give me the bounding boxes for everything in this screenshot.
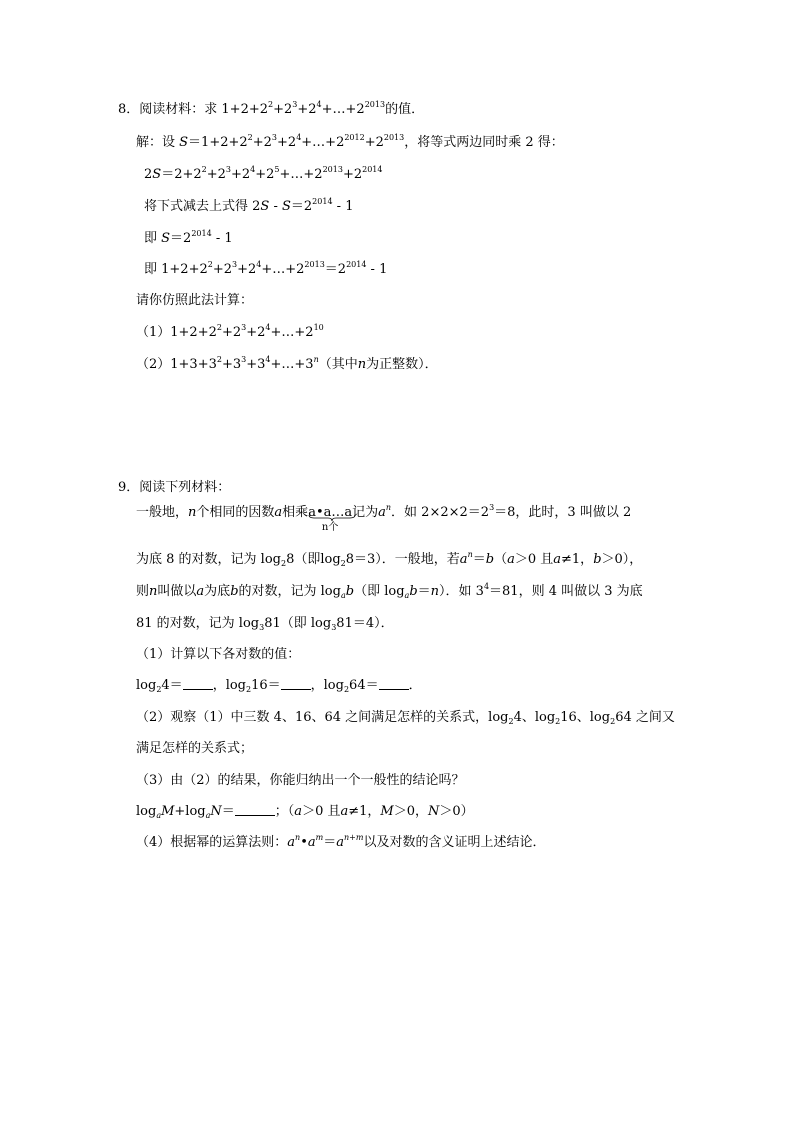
q9-sub2-cont: 满足怎样的关系式； — [136, 741, 254, 756]
q8-step2: 将下式减去上式得 $2S - S=2^{2014} - 1$ — [144, 197, 354, 214]
answer-blank-3[interactable] — [379, 677, 409, 690]
q8-part1: $(1)1+2+2^2+2^3+2^4+\dots+2^{10}$ — [136, 323, 324, 340]
q9-para1: 一般地，n个相同的因数a相乘a•a…a n个 记为$a^n$．如 $2\times 2\times 2=2^3=8$，此时，3 叫做以 2 — [136, 503, 632, 533]
q8-step1: $2S=2+2^2+2^3+2^4+2^5+\dots+2^{2013}+2^{2014}$ — [144, 165, 383, 182]
answer-blank-1[interactable] — [183, 677, 213, 690]
q9-para3: 则n叫做以a为底b的对数，记为 $\log_ab$（即 $\log_ab=n$）．如 $3^4=81$，则 4 叫做以 3 为底 — [136, 582, 643, 600]
q8-prompt: 请你仿照此法计算： — [136, 293, 254, 308]
q8-title: 8．阅读材料：求 $1+2+2^2+2^3+2^4+\dots+2^{2013}$的值． — [118, 100, 425, 117]
underbrace: a•a…a n个 — [308, 503, 352, 523]
q8-part2: $(2)1+3+3^2+3^3+3^4+\dots+3^n$（其中n为正整数）． — [136, 355, 438, 372]
q9-sub4: （4）根据幂的运算法则：$a^n•a^m=a^{n+m}$以及对数的含义证明上述结论． — [136, 833, 546, 850]
q9-calc: $\log_24=$ ，$\log_216=$ ，$\log_264=$ ． — [136, 678, 422, 694]
q8-step4: 即 $1+2+2^2+2^3+2^4+\dots+2^{2013}=2^{2014} - 1$ — [144, 260, 388, 277]
q9-sub1: （1）计算以下各对数的值： — [136, 647, 301, 662]
answer-blank-4[interactable] — [235, 803, 275, 816]
q9-formula: $\log_aM+\log_aN=$ ；（a＞0 且a≠1，M＞0，N＞0） — [136, 804, 474, 820]
q8-solution: 解：设 $S=1+2+2^2+2^3+2^4+\dots+2^{2012}+2^{2013}$，将等式两边同时乘 2 得： — [136, 133, 564, 150]
q8-step3: 即 $S=2^{2014} - 1$ — [144, 229, 233, 246]
answer-blank-2[interactable] — [281, 677, 311, 690]
q9-para2: 为底 8 的对数，记为 $\log_28$（即$\log_28=3$）．一般地，若$a^n=b(a>0$ 且a≠1，b＞0）， — [136, 550, 643, 568]
q9-sub3: （3）由（2）的结果，你能归纳出一个一般性的结论吗？ — [136, 773, 465, 788]
q9-sub2: （2）观察（1）中三数 4、16、64 之间满足怎样的关系式，$\log_24$、$\log_216$、$\log_264$ 之间又 — [136, 710, 675, 726]
q9-para4: 81 的对数，记为 $\log_381$（即 $\log_381=4$）． — [136, 616, 394, 632]
q9-title: 9．阅读下列材料： — [118, 480, 231, 495]
